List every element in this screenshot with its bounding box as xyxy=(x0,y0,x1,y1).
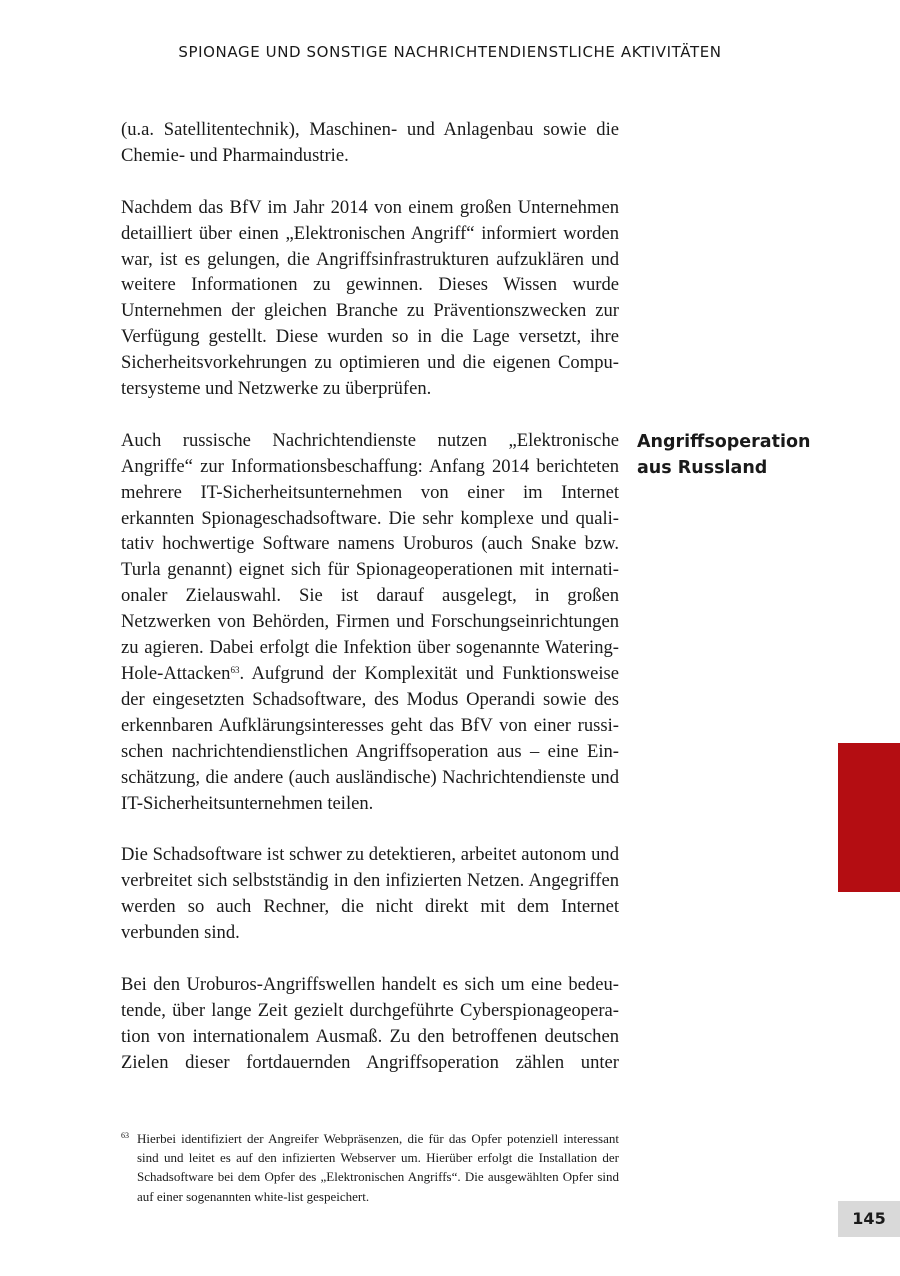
paragraph-2: Nachdem das BfV im Jahr 2014 von einem großen Unternehmen detailliert über einen „Elektronischen Angriff“ informiert worden war, ist es gelungen, die Angriffsinfrastrukturen aufzuklären und weitere Informationen zu gewinnen. Dieses Wissen wurde Unternehmen der gleichen Branche zu Präventionszwecken zur Verfügung gestellt. Diese wurden so in die Lage versetzt, ihre Sicherheitsvorkehrungen zu optimieren und die eigenen Computersysteme und Netzwerke zu überprüfen. xyxy=(121,196,619,400)
margin-heading-line-2: aus Russland xyxy=(637,458,768,478)
chapter-tab-marker xyxy=(838,743,900,892)
body-text-column xyxy=(121,117,619,1101)
margin-heading xyxy=(637,429,811,481)
footnote-number: 63 xyxy=(121,1131,129,1140)
paragraph-3-text-b: . Aufgrund der Komplexität und Funktionsweise der eingesetzten Schadsoftware, des Modus Operandi sowie des erkennbaren Aufklärungsinteresses geht das BfV von einer russischen nachrichtendienstlichen Angriffsoperation aus – eine Einschätzung, die andere (auch ausländische) Nachrichtendienste und IT-Sicherheitsunternehmen teilen. xyxy=(121,663,619,814)
footnote xyxy=(121,1129,619,1206)
margin-heading-line-1: Angriffsoperation xyxy=(637,432,811,452)
paragraph-4: Die Schadsoftware ist schwer zu detektieren, arbeitet autonom und verbreitet sich selbstständig in den infizierten Netzen. Angegriffen werden so auch Rechner, die nicht direkt mit dem Internet verbunden sind. xyxy=(121,844,619,944)
page-number: 145 xyxy=(838,1201,900,1237)
footnote-text: Hierbei identifiziert der Angreifer Webpräsenzen, die für das Opfer potenziell interessant sind und leitet es auf den infizierten Webserver um. Hierüber erfolgt die Installation der Schadsoftware bei dem Opfer des „Elektronischen Angriffs“. Die ausgewählten Opfer sind auf einer sogenannten white-list gespeichert. xyxy=(137,1131,619,1204)
paragraph-1: (u.a. Satellitentechnik), Maschinen- und Anlagenbau sowie die Chemie- und Pharmaindustrie. xyxy=(121,119,619,166)
paragraph-3 xyxy=(121,428,619,817)
paragraph-3-text-a: Auch russische Nachrichtendienste nutzen „Elektronische Angriffe“ zur Informationsbeschaffung: Anfang 2014 berichteten mehrere IT-Sicherheitsunternehmen von einer im Internet erkannten Spionageschadsoftware. Die sehr komplexe und qualitativ hochwertige Software namens Uroburos (auch Snake bzw. Turla genannt) eignet sich für Spionageoperationen mit internationaler Zielauswahl. Sie ist darauf ausgelegt, in großen Netzwerken von Behörden, Firmen und Forschungseinrichtungen zu agieren. Dabei erfolgt die Infektion über sogenannte Watering-Hole-Attacken xyxy=(121,429,619,684)
running-header: SPIONAGE UND SONSTIGE NACHRICHTENDIENSTLICHE AKTIVITÄTEN xyxy=(178,43,722,61)
footnote-reference[interactable]: 63 xyxy=(230,665,240,675)
paragraph-5: Bei den Uroburos-Angriffswellen handelt es sich um eine bedeutende, über lange Zeit gezielt durchgeführte Cyberspionageoperation von internationalem Ausmaß. Zu den betroffenen deutschen Zielen dieser fortdauernden Angriffsoperation zählen unter xyxy=(121,973,619,1073)
